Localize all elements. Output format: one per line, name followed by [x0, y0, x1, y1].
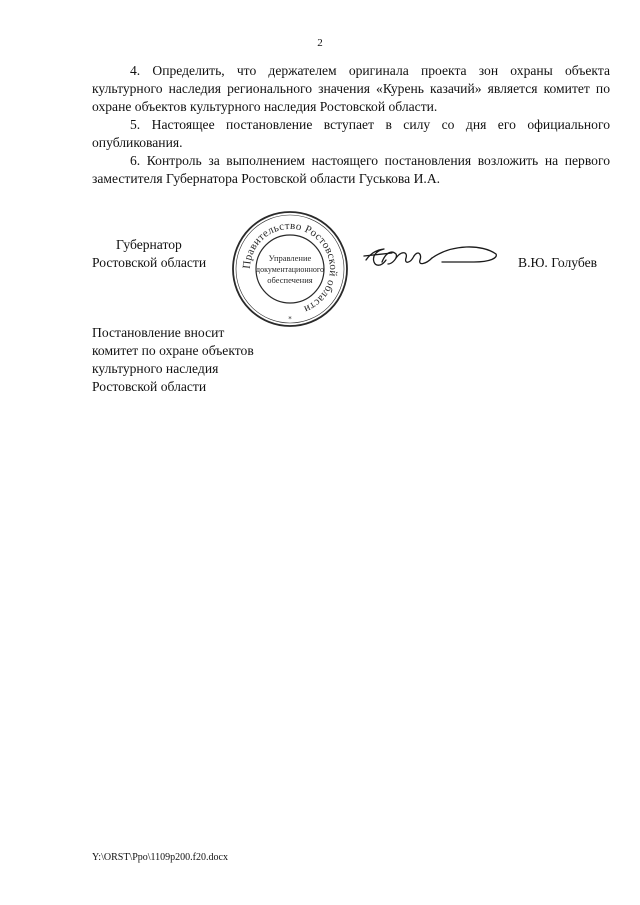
seal-inner-line2: документационного — [256, 265, 324, 274]
handwritten-signature — [362, 240, 502, 274]
submitter-line4: Ростовской области — [92, 379, 207, 394]
document-body — [92, 62, 610, 188]
submitter-line1: Постановление вносит — [92, 325, 225, 340]
seal-star-icon: * — [288, 315, 292, 323]
signature-block — [92, 219, 622, 326]
seal-inner-line1: Управление — [268, 253, 312, 263]
submitter-line2: комитет по охране объектов — [92, 343, 254, 358]
signer-title-line2: Ростовской области — [92, 255, 207, 270]
seal-outer-text: Правительство Ростовской области — [240, 219, 340, 316]
paragraph-5: 5. Настоящее постановление вступает в силу со дня его официального опубликования. — [92, 117, 610, 150]
signer-title-line1: Губернатор — [116, 237, 182, 252]
signer-name: В.Ю. Голубев — [518, 255, 598, 270]
paragraph-6: 6. Контроль за выполнением настоящего постановления возложить на первого заместителя Губернатора Ростовской области Гуськова И.А. — [92, 153, 610, 186]
paragraph-4: 4. Определить, что держателем оригинала проекта зон охраны объекта культурного наследия регионального значения «Курень казачий» является комитет по охране объектов культурного наследия Ростовской области. — [92, 63, 610, 114]
signer-title — [92, 236, 232, 272]
seal-inner-line3: обеспечения — [267, 275, 313, 285]
submitter-note — [92, 324, 312, 396]
file-path: Y:\ORST\Ppo\1109p200.f20.docx — [92, 852, 228, 863]
submitter-line3: культурного наследия — [92, 361, 219, 376]
official-seal — [230, 209, 350, 329]
page-number: 2 — [317, 37, 323, 49]
